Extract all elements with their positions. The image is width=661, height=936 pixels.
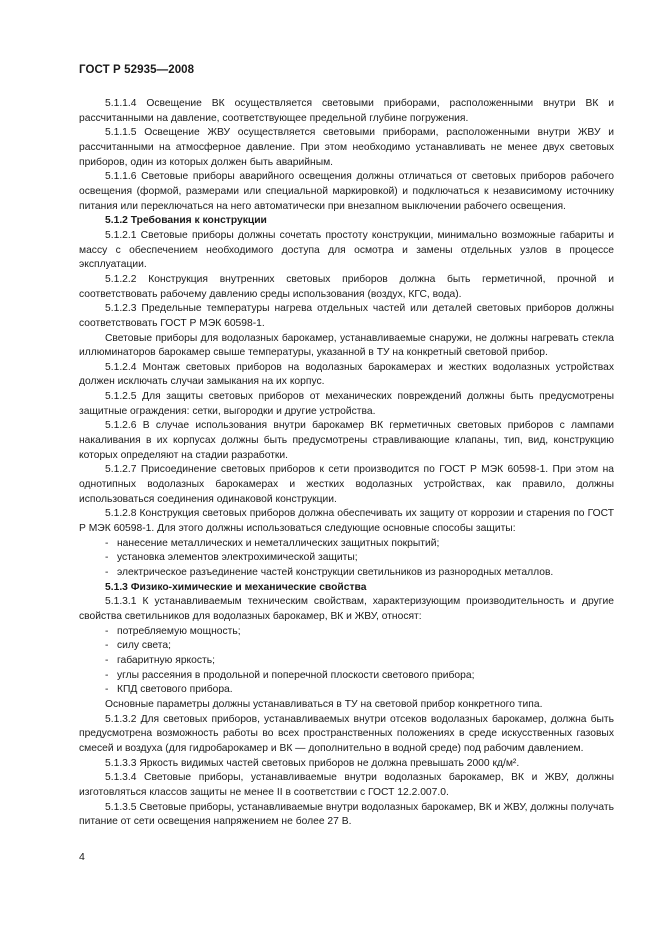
bullet-item [79,639,614,654]
bullet-text: углы рассеяния в продольной и поперечной плоскости светового прибора; [117,669,475,681]
page-number: 4 [79,851,85,863]
paragraph: 5.1.2.3 Предельные температуры нагрева отдельных частей или деталей световых приборов должны соответствовать ГОСТ Р МЭК 60598-1. [79,303,614,329]
paragraph: Световые приборы для водолазных барокамер, устанавливаемые снаружи, не должны нагревать стекла иллюминаторов барокамер свыше температуры, указанной в ТУ на конкретный световой прибор. [79,332,614,359]
paragraph: 5.1.2.8 Конструкция световых приборов должна обеспечивать их защиту от коррозии и старения по ГОСТ Р МЭК 60598-1. Для этого должны использоваться следующие основные способы защиты: [79,508,614,535]
bullet-text: потребляемую мощность; [117,625,241,637]
bullet-item [79,566,614,581]
document-body [79,97,614,830]
bullet-item [79,625,614,640]
paragraph: 5.1.1.5 Освещение ЖВУ осуществляется световыми приборами, расположенными внутри ЖВУ и рассчитанными на атмосферное давление. При этом необходимо устанавливать не менее двух световых приборов, один из которых должен быть аварийным. [79,127,614,168]
bullet-marker: - [105,625,109,637]
bullet-item [79,537,614,552]
bullet-marker: - [105,567,109,578]
paragraph: 5.1.2.5 Для защиты световых приборов от механических повреждений должны быть предусмотрены защитные ограждения: сетки, выгородки и другие устройства. [79,391,614,417]
bullet-marker: - [105,640,109,652]
section-heading: 5.1.2 Требования к конструкции [105,215,267,227]
bullet-text: габаритную яркость; [117,654,215,666]
bullet-item [79,669,614,684]
paragraph: 5.1.2.4 Монтаж световых приборов на водолазных барокамерах и жестких водолазных устройствах должен исключать случаи замыкания на их корпус. [79,361,614,388]
bullet-item [79,683,614,698]
paragraph: 5.1.2.6 В случае использования внутри барокамер ВК герметичных световых приборов с лампами накаливания в их корпусах должны быть предусмотрены стравливающие клапаны, тип, вид, конструкцию которых определяют на стадии разработки. [79,420,614,461]
bullet-marker: - [105,654,109,666]
paragraph: 5.1.3.2 Для световых приборов, устанавливаемых внутри отсеков водолазных барокамер, должна быть предусмотрена возможность работы во всех пространственных положениях в среде искусственных газовых смесей и воздуха (для гидробарокамер и ВК — дополнительно в водной среде) под рабочим давлением. [79,713,614,754]
section-heading: 5.1.3 Физико-химические и механические свойства [105,581,367,593]
paragraph: 5.1.3.4 Световые приборы, устанавливаемые внутри водолазных барокамер, ВК и ЖВУ, должны изготовляться классов защиты не менее II в соответствии с ГОСТ 12.2.007.0. [79,772,614,798]
bullet-marker: - [105,552,109,564]
bullet-marker: - [105,684,109,696]
bullet-marker: - [105,537,109,549]
paragraph: 5.1.3.1 К устанавливаемым техническим свойствам, характеризующим производительность и другие свойства светильников для водолазных барокамер, ВК и ЖВУ, относят: [79,596,614,622]
paragraph: 5.1.1.6 Световые приборы аварийного освещения должны отличаться от световых приборов рабочего освещения (формой, размерами или специальной маркировкой) и подключаться к независимому источнику питания или переключаться на него автоматически при внезапном выключении рабочего освещения. [79,171,614,212]
bullet-item [79,654,614,669]
paragraph: 5.1.2.1 Световые приборы должны сочетать простоту конструкции, минимально возможные габариты и массу с обеспечением необходимого доступа для осмотра и замены отдельных узлов в процессе эксплуатации. [79,229,614,271]
paragraph: 5.1.3.5 Световые приборы, устанавливаемые внутри водолазных барокамер, ВК и ЖВУ, должны получать питание от сети освещения напряжением не более 27 В. [79,801,614,828]
bullet-text: нанесение металлических и неметаллических защитных покрытий; [117,537,440,549]
bullet-text: электрическое разъединение частей конструкции светильников из разнородных металлов. [117,567,554,578]
bullet-marker: - [105,669,109,681]
bullet-text: силу света; [117,640,171,652]
bullet-text: КПД светового прибора. [117,684,233,696]
document-header: ГОСТ Р 52935—2008 [79,64,195,76]
bullet-text: установка элементов электрохимической защиты; [117,552,358,564]
paragraph: 5.1.2.2 Конструкция внутренних световых приборов должна быть герметичной, прочной и соответствовать рабочему давлению среды использования (воздух, КГС, вода). [79,273,614,300]
bullet-item [79,551,614,566]
paragraph: 5.1.3.3 Яркость видимых частей световых приборов не должна превышать 2000 кд/м². [105,757,520,769]
paragraph: Основные параметры должны устанавливаться в ТУ на световой прибор конкретного типа. [105,698,543,710]
paragraph: 5.1.2.7 Присоединение световых приборов к сети производится по ГОСТ Р МЭК 60598-1. При этом на однотипных водолазных барокамерах и жестких водолазных устройствах, как правило, должны использоваться соединения одинаковой конструкции. [79,464,614,505]
paragraph: 5.1.1.4 Освещение ВК осуществляется световыми приборами, расположенными внутри ВК и рассчитанными на давление, соответствующее предельной глубине погружения. [79,98,614,124]
